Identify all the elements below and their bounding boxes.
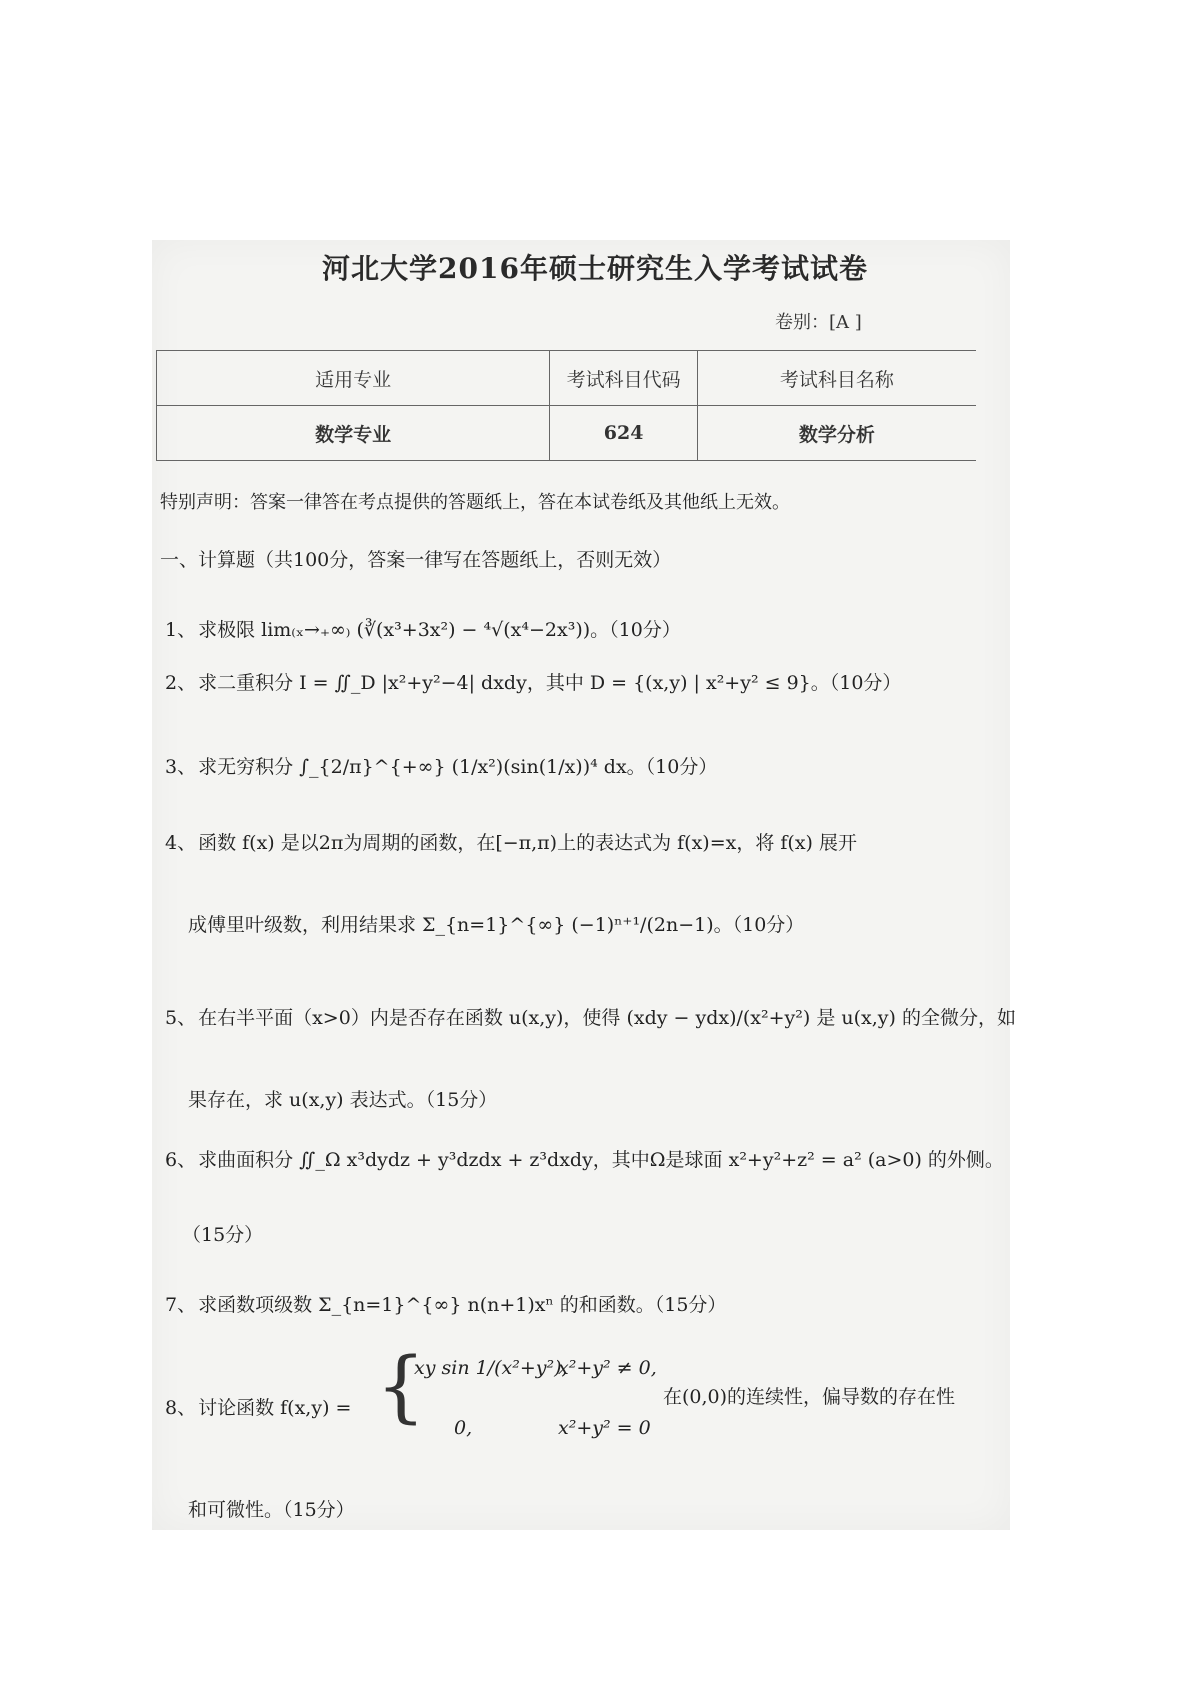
question-5 [165, 1003, 1016, 1030]
question-text: 函数 f(x) 是以2π为周期的函数，在[−π,π)上的表达式为 f(x)=x，将 f(x) 展开 [198, 832, 857, 854]
question-number: 4、 [165, 832, 197, 854]
piecewise-row-1-expr: xy sin 1/(x²+y²), [414, 1357, 568, 1379]
question-4-continued: 成傅里叶级数，利用结果求 Σ_{n=1}^{∞} (−1)ⁿ⁺¹/(2n−1)。（10分） [188, 914, 805, 936]
question-number: 2、 [165, 672, 197, 694]
table-header-row [157, 351, 977, 406]
question-1 [165, 615, 681, 642]
exam-title: 河北大学2016年硕士研究生入学考试试卷 [322, 252, 868, 285]
question-8 [165, 1393, 351, 1420]
question-text: 讨论函数 f(x,y) = [198, 1397, 352, 1419]
question-number: 6、 [165, 1149, 197, 1171]
piecewise-row-1-cond: x²+y² ≠ 0, [558, 1357, 657, 1379]
section-title: 一、计算题（共100分，答案一律写在答题纸上，否则无效） [160, 549, 672, 571]
question-text: 求函数项级数 Σ_{n=1}^{∞} n(n+1)xⁿ 的和函数。（15分） [198, 1294, 727, 1316]
header-subject-name: 考试科目名称 [697, 351, 976, 406]
question-number: 1、 [165, 619, 197, 641]
question-8-end: 和可微性。（15分） [188, 1499, 355, 1521]
question-text: 求曲面积分 ∬_Ω x³dydz + y³dzdx + z³dxdy，其中Ω是球面 x²+y²+z² = a² (a>0) 的外侧。 [198, 1149, 1004, 1171]
question-text: 求二重积分 I = ∬_D |x²+y²−4| dxdy，其中 D = {(x,y) | x²+y² ≤ 9}。（10分） [198, 672, 902, 694]
question-text: 求极限 lim₍ₓ→₊∞₎ (∛(x³+3x²) − ⁴√(x⁴−2x³))。（10分） [198, 619, 681, 641]
question-text: 在右半平面（x>0）内是否存在函数 u(x,y)，使得 (xdy − ydx)/(x²+y²) 是 u(x,y) 的全微分，如 [198, 1007, 1016, 1029]
question-text: 求无穷积分 ∫_{2/π}^{+∞} (1/x²)(sin(1/x))⁴ dx。（10分） [198, 756, 718, 778]
question-3 [165, 752, 717, 779]
header-major: 适用专业 [157, 351, 550, 406]
question-number: 8、 [165, 1397, 197, 1419]
question-8-continued: 在(0,0)的连续性，偏导数的存在性 [663, 1386, 956, 1408]
question-6 [165, 1145, 1004, 1172]
piecewise-row-2-cond: x²+y² = 0 [558, 1417, 651, 1439]
question-7 [165, 1290, 726, 1317]
question-5-continued: 果存在，求 u(x,y) 表达式。（15分） [188, 1089, 498, 1111]
question-number: 3、 [165, 756, 197, 778]
exam-info-table [156, 350, 976, 461]
value-subject-name: 数学分析 [697, 406, 976, 461]
value-major: 数学专业 [157, 406, 550, 461]
question-number: 5、 [165, 1007, 197, 1029]
table-value-row [157, 406, 977, 461]
piecewise-brace: { [376, 1342, 426, 1432]
question-2 [165, 668, 901, 695]
value-subject-code: 624 [550, 406, 698, 461]
question-4 [165, 828, 857, 855]
header-subject-code: 考试科目代码 [550, 351, 698, 406]
special-notice: 特别声明：答案一律答在考点提供的答题纸上，答在本试卷纸及其他纸上无效。 [160, 492, 790, 513]
paper-type-label: 卷别：[A ] [775, 312, 862, 333]
piecewise-row-2-expr: 0, [454, 1417, 473, 1439]
question-number: 7、 [165, 1294, 197, 1316]
question-6-continued: （15分） [182, 1224, 264, 1246]
